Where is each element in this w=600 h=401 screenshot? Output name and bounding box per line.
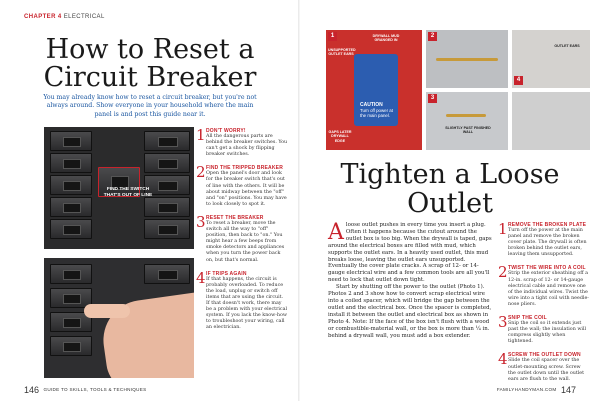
photo-number: 1: [328, 32, 337, 41]
tip-body: Open the panel's door and look for the breaker switch that's out of line with the others. It will be about midway between the "off" and "on" positions. You may have to look closely to spot it.: [206, 171, 287, 207]
step-body: Strip the exterior sheathing off a 12-in. scrap of 12- or 14-gauge electrical cable and remove one of the individual wires. Twist the wire into a tight coil with needle-nose pliers.: [508, 271, 589, 307]
breaker-switch: [50, 153, 92, 173]
tip-item: [196, 128, 288, 158]
callout-outlet-ears: OUTLET EARS: [554, 44, 580, 48]
breaker-switch: [144, 131, 190, 151]
tip-heading: IF TRIPS AGAIN: [206, 270, 247, 277]
tip-number: 3: [196, 212, 206, 231]
tip-item: [196, 268, 288, 332]
caution-title: CAUTION: [360, 102, 383, 108]
breaker-panel-photo: [44, 127, 194, 249]
photo-number: 3: [428, 94, 437, 103]
step-heading: TWIST THE WIRE INTO A COIL: [508, 265, 586, 272]
tip-number: 2: [196, 163, 206, 182]
tip-heading: DON'T WORRY!: [206, 128, 246, 134]
coil: [446, 114, 486, 117]
tip-number: 1: [196, 126, 206, 144]
step-item: [498, 315, 590, 345]
photo-outlet-box: [326, 30, 422, 150]
photo-number: 4: [514, 76, 523, 85]
body-paragraph-1: loose outlet pushes in every time you insert a plug. Often it happens because the cutout around the outlet box is too big. When the drywall is taped, gaps around the electrical boxes are filled with mud, which supports the outlet ears. In a heavily used outlet, this mud breaks loose, leaving the outlet ears unsupported. Eventually the cover plate cracks. A scrap of 12- or 14-gauge electrical wire and a few common tools are all you'll need to lock that outlet down tight.: [328, 222, 492, 284]
step-body: Snip the coil so it extends just past the wall; the insulation will compress slightly when tightened.: [508, 321, 587, 345]
footer-site: FAMILYHANDYMAN.COM: [496, 387, 557, 392]
step-number: 4: [498, 350, 508, 369]
breaker-switch: [144, 197, 190, 217]
callout-drywall-mud: DRYWALL MUD GRANGED IN: [372, 34, 400, 43]
callout-gaps: GAPS LATER DRYWALL EDGE: [328, 130, 352, 143]
tip-number: 4: [196, 268, 206, 287]
breaker-switch: [50, 264, 92, 284]
footer-right: [497, 385, 576, 395]
page-number-left: 146: [24, 385, 40, 395]
intro-text: You may already know how to reset a circuit breaker, but you're not always around. Show everyone in your household where the main panel is and post this guide near it.: [43, 94, 257, 118]
footer-guide-title: GUIDE TO SKILLS, TOOLS & TECHNIQUES: [43, 387, 147, 392]
photo-screw-outlet: [512, 92, 590, 150]
tip-item: [196, 212, 288, 264]
step-heading: SCREW THE OUTLET DOWN: [508, 352, 581, 359]
right-page: [300, 0, 600, 401]
photo-outlet-ears: [512, 30, 590, 88]
breaker-switch: [50, 219, 92, 239]
breaker-switch: [50, 336, 92, 356]
breaker-switch: [144, 264, 190, 284]
body-paragraph-2: Start by shutting off the power to the outlet (Photo 1). Photos 2 and 3 show how to convert scrap electrical wire into a coiled spacer, which will bridge the gap between the outlet and the electrical box. Once the spacer is completed, install it between the outlet and electrical box as shown in Photo 4. Note: If the face of the box isn't flush with a wood or combustible-material wall, or the box is more than ¼ in. behind a drywall wall, you must add a box extender.: [328, 284, 492, 339]
step-body: Slide the coil spacer over the outlet-mounting screw. Screw the outlet down until the outlet ears are flush to the wall.: [508, 358, 585, 382]
step-body: Turn off the power at the main panel and remove the broken cover plate. The drywall is often broken behind the outlet ears, leaving them unsupported.: [508, 228, 587, 258]
breaker-switch: [50, 197, 92, 217]
tip-body: All the dangerous parts are behind the breaker switches. You can't get a shock by flipping breaker switches.: [206, 134, 288, 158]
article-body: [328, 222, 492, 339]
tips-column: [196, 128, 288, 338]
reset-breaker-photo: [44, 258, 194, 378]
step-item: [498, 352, 590, 382]
tip-body: If that happens, the circuit is probably overloaded. To reduce the load, unplug or switch off items that are using the circuit. If that doesn't work, there may be a problem with your electrical system. If you lack the know-how to troubleshoot your wiring, call an electrician.: [206, 276, 288, 331]
page-title-breaker: How to Reset a Circuit Breaker: [43, 34, 257, 93]
chapter-number: CHAPTER 4: [24, 14, 62, 20]
step-number: 1: [498, 220, 508, 238]
step-number: 3: [498, 313, 508, 332]
step-item: [498, 222, 590, 258]
steps-column: [498, 222, 590, 390]
tip-heading: FIND THE TRIPPED BREAKER: [206, 165, 284, 172]
drop-cap: A: [328, 220, 344, 245]
tip-body: To reset a breaker, move the switch all the way to "off" position, then back to "on." You might hear a few beeps from smoke detectors and appliances when you turn the power back on, but that's normal.: [206, 220, 285, 263]
callout-slightly-past: SLIGHTLY PAST FINISHED WALL: [445, 126, 491, 135]
step-heading: REMOVE THE BROKEN PLATE: [508, 222, 587, 228]
breaker-switch: [144, 219, 190, 239]
caution-text: Turn off power at the main panel.: [360, 108, 393, 119]
tip-heading: RESET THE BREAKER: [206, 214, 264, 221]
copper-wire: [436, 58, 498, 61]
caution-note: [360, 102, 400, 119]
page-number-right: 147: [560, 385, 576, 395]
step-item: [498, 265, 590, 308]
photo-snip-coil: [426, 92, 508, 150]
chapter-header: [24, 14, 105, 20]
page-title-outlet: Tighten a Loose Outlet: [340, 159, 560, 219]
photo-number: 2: [428, 32, 437, 41]
breaker-switch: [50, 175, 92, 195]
chapter-section: ELECTRICAL: [63, 14, 105, 20]
step-number: 2: [498, 263, 508, 282]
callout-unsupported: UNSUPPORTED OUTLET EARS: [328, 48, 356, 57]
outlet-photo-grid: [326, 30, 590, 150]
breaker-switch: [144, 153, 190, 173]
tip-item: [196, 165, 288, 208]
finger-image: [84, 304, 130, 318]
step-heading: SNIP THE COIL: [508, 315, 547, 322]
breaker-switch: [50, 131, 92, 151]
photo-twist-wire: [426, 30, 508, 88]
tripped-label: FIND THE SWITCH THAT'S OUT OF LINE: [103, 187, 153, 198]
footer-left: [24, 385, 146, 395]
